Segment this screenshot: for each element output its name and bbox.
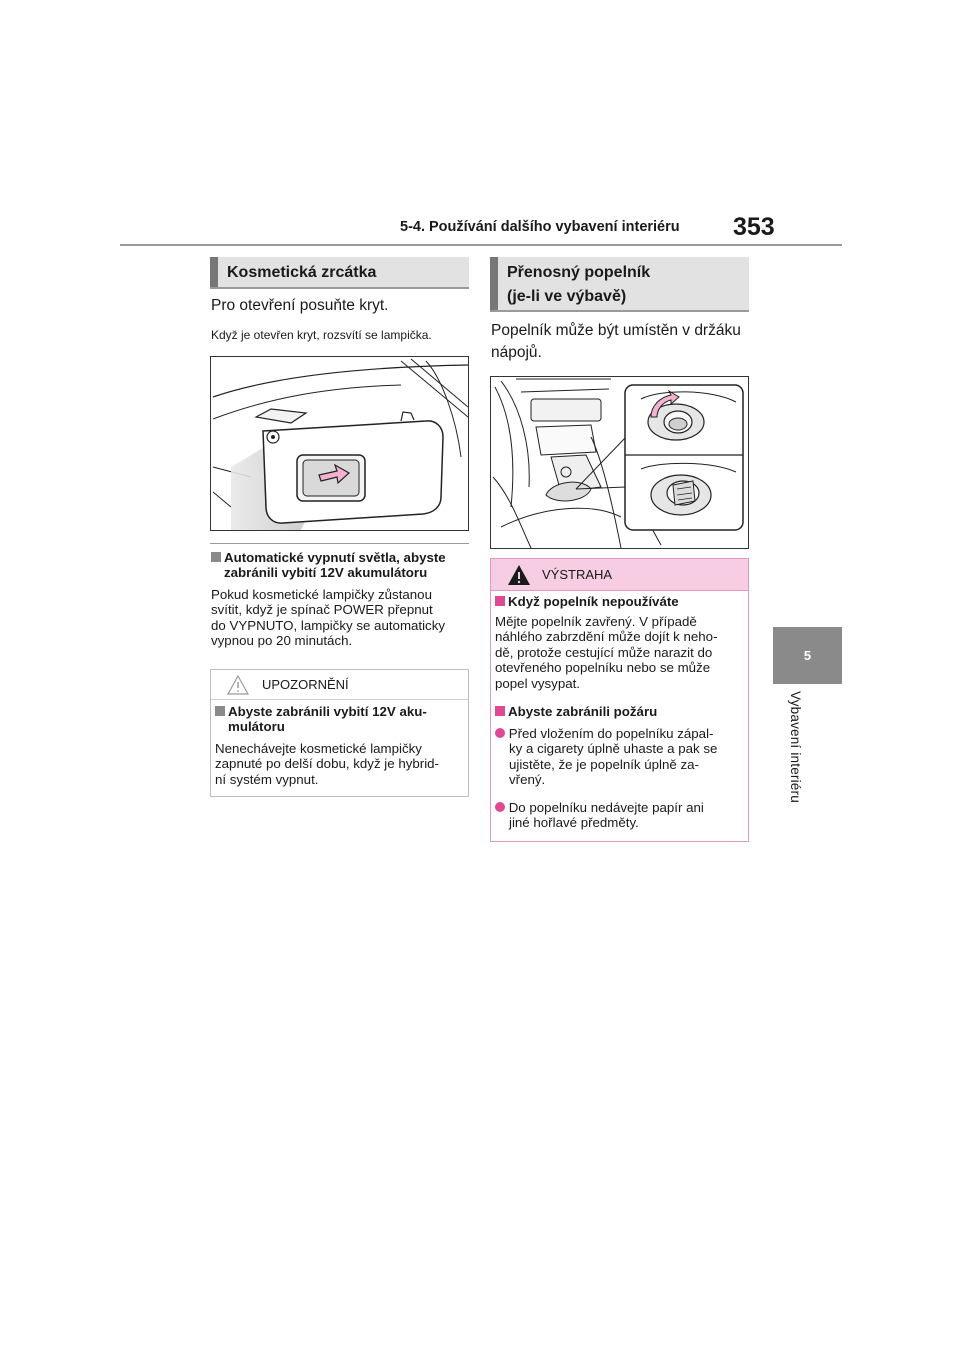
divider [210, 543, 469, 544]
section-header: 5-4. Používání dalšího vybavení interiéru [400, 219, 680, 235]
mirror-lamp-note: Když je otevřen kryt, rozsvítí se lampička. [211, 328, 432, 342]
mirror-intro: Pro otevření posuňte kryt. [211, 297, 389, 314]
header-rule [120, 244, 842, 246]
auto-off-heading: Automatické vypnutí světla, abyste zabránili vybití 12V akumulátoru [211, 550, 473, 581]
warning-header [491, 559, 748, 591]
warning-triangle-icon [507, 564, 531, 586]
chapter-title: Vybavení interiéru [788, 691, 803, 803]
square-bullet-icon [215, 706, 225, 716]
auto-off-body: Pokud kosmetické lampičky zůstanou svítit, když je spínač POWER přepnut do VYPNUTO, lampičky se automaticky vypnou po 20 minutách. [211, 587, 446, 649]
round-bullet-icon [495, 802, 505, 812]
caution-heading: Abyste zabránili vybití 12V aku- mulátoru [215, 704, 467, 735]
section-title-line1: Přenosný popelník [507, 264, 651, 281]
warning-bullet1: Před vložením do popelníku zápal- ky a cigarety úplně uhaste a pak se ujistěte, že je popelník úplně za- vřený. [495, 726, 747, 788]
sun-visor-drawing [211, 357, 468, 530]
square-bullet-icon [211, 552, 221, 562]
console-drawing [491, 377, 748, 548]
caution-box [210, 669, 469, 797]
title-bar-accent [490, 257, 498, 310]
section-title-ashtray [490, 257, 749, 312]
warning-label: VÝSTRAHA [542, 567, 613, 582]
caution-label: UPOZORNĚNÍ [262, 677, 349, 692]
warning-box [490, 558, 749, 842]
square-bullet-icon [495, 596, 505, 606]
warning-item1-heading: Když popelník nepoužíváte [495, 594, 747, 609]
warning-item2-heading: Abyste zabránili požáru [495, 704, 747, 719]
ashtray-illustration [490, 376, 749, 549]
caution-header [211, 670, 468, 700]
title-bar-accent [210, 257, 218, 287]
square-bullet-icon [495, 706, 505, 716]
sun-visor-illustration [210, 356, 469, 531]
section-title-text: Kosmetická zrcátka [227, 264, 377, 281]
section-title-line2: (je-li ve výbavě) [507, 288, 627, 305]
caution-body: Nenechávejte kosmetické lampičky zapnuté po delší dobu, když je hybrid- ní systém vypnut. [215, 741, 439, 787]
warning-bullet2: Do popelníku nedávejte papír ani jiné hořlavé předměty. [495, 800, 747, 831]
chapter-tab: 5 [773, 627, 842, 684]
ashtray-intro: Popelník může být umístěn v držáku nápojů. [491, 322, 741, 361]
page-number: 353 [733, 213, 775, 241]
warning-item1-body: Mějte popelník zavřený. V případě náhlého zabrzdění může dojít k neho- dě, protože cestující může narazit do otevřeného popelníku nebo se může popel vysypat. [495, 614, 718, 691]
round-bullet-icon [495, 728, 505, 738]
caution-triangle-icon [227, 675, 249, 695]
section-title-mirrors [210, 257, 469, 289]
